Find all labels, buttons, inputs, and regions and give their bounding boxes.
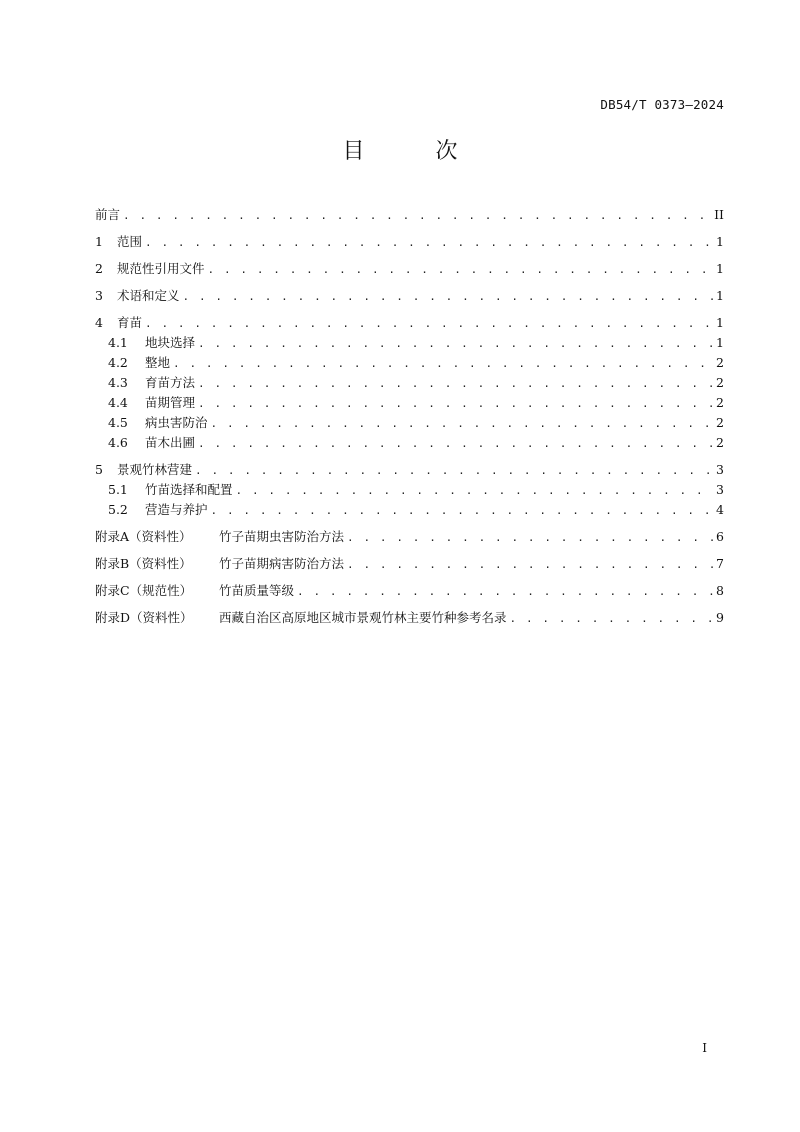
- toc-label: 竹苗质量等级: [219, 583, 295, 598]
- toc-label: 整地: [145, 355, 171, 370]
- toc-number: 4.4: [108, 395, 128, 410]
- toc-label: 营造与养护: [145, 502, 208, 517]
- toc-number: 附录A（资料性）: [95, 529, 192, 544]
- toc-entry-4-6[interactable]: [108, 433, 724, 453]
- toc-number: 5.1: [108, 482, 128, 497]
- toc-page: 3: [716, 482, 724, 497]
- toc-page: 2: [716, 375, 724, 390]
- footer-page-number: I: [702, 1041, 707, 1055]
- toc-entry-appendix-b[interactable]: [95, 554, 724, 574]
- toc-label: 苗期管理: [145, 395, 196, 410]
- toc-number: 4.1: [108, 335, 128, 350]
- toc-label: 竹子苗期虫害防治方法: [219, 529, 345, 544]
- toc-number: 附录D（资料性）: [95, 610, 193, 625]
- toc-page: 3: [716, 462, 724, 477]
- dot-leader: [173, 357, 713, 370]
- toc-page: 2: [716, 435, 724, 450]
- toc-label: 苗木出圃: [145, 435, 196, 450]
- toc-title: 目 次: [342, 139, 490, 164]
- toc-page: 4: [716, 502, 724, 517]
- toc-label: 前言: [95, 207, 121, 222]
- toc-label: 规范性引用文件: [117, 261, 205, 276]
- toc-page: 1: [716, 288, 724, 303]
- toc-entry-4-5[interactable]: [108, 413, 724, 433]
- toc-entry-4-4[interactable]: [108, 393, 724, 413]
- toc-page: 1: [716, 261, 724, 276]
- dot-leader: [198, 437, 713, 450]
- toc-label: 育苗方法: [145, 375, 196, 390]
- toc-label: 育苗: [117, 315, 143, 330]
- toc-entry-4-1[interactable]: [108, 333, 724, 353]
- toc-number: 附录B（资料性）: [95, 556, 192, 571]
- toc-label: 地块选择: [145, 335, 196, 350]
- toc-entry-terms[interactable]: [95, 286, 724, 306]
- toc-label: 竹子苗期病害防治方法: [219, 556, 345, 571]
- toc-page: 8: [716, 583, 724, 598]
- dot-leader: [145, 236, 713, 249]
- dot-leader: [198, 377, 713, 390]
- dot-leader: [198, 397, 713, 410]
- toc-label: 范围: [117, 234, 143, 249]
- toc-entry-landscape-bamboo[interactable]: [95, 460, 724, 480]
- dot-leader: [195, 464, 713, 477]
- toc-number: 2: [95, 261, 103, 276]
- toc-entry-5-2[interactable]: [108, 500, 724, 520]
- dot-leader: [211, 504, 714, 517]
- dot-leader: [297, 585, 713, 598]
- toc-label: 竹苗选择和配置: [145, 482, 233, 497]
- toc-number: 5.2: [108, 502, 128, 517]
- toc-entry-4-3[interactable]: [108, 373, 724, 393]
- toc-label: 术语和定义: [117, 288, 180, 303]
- dot-leader: [347, 531, 713, 544]
- toc-page: II: [714, 207, 724, 222]
- toc-label: 病虫害防治: [145, 415, 208, 430]
- toc-number: 4.6: [108, 435, 128, 450]
- dot-leader: [198, 337, 713, 350]
- toc-page: 6: [716, 529, 724, 544]
- toc-entry-seedling[interactable]: [95, 313, 724, 333]
- dot-leader: [183, 290, 714, 303]
- toc-number: 1: [95, 234, 103, 249]
- dot-leader: [236, 484, 714, 497]
- dot-leader: [145, 317, 713, 330]
- toc-page: 1: [716, 335, 724, 350]
- dot-leader: [208, 263, 714, 276]
- toc-entry-appendix-a[interactable]: [95, 527, 724, 547]
- toc-number: 4.3: [108, 375, 128, 390]
- dot-leader: [510, 612, 714, 625]
- toc-entry-appendix-c[interactable]: [95, 581, 724, 601]
- doc-code: DB54/T 0373—2024: [600, 97, 724, 112]
- toc-label: 西藏自治区高原地区城市景观竹林主要竹种参考名录: [219, 610, 507, 625]
- dot-leader: [211, 417, 714, 430]
- toc-page: 2: [716, 395, 724, 410]
- toc-entry-appendix-d[interactable]: [95, 608, 724, 628]
- dot-leader: [347, 558, 713, 571]
- toc-label: 景观竹林营建: [117, 462, 193, 477]
- toc-number: 4.2: [108, 355, 128, 370]
- toc-entry-4-2[interactable]: [108, 353, 724, 373]
- toc-number: 4.5: [108, 415, 128, 430]
- toc-page: 9: [716, 610, 724, 625]
- toc-page: 1: [716, 315, 724, 330]
- toc-page: 1: [716, 234, 724, 249]
- toc-number: 4: [95, 315, 103, 330]
- toc-page: 2: [716, 415, 724, 430]
- toc-number: 5: [95, 462, 103, 477]
- toc-entry-foreword[interactable]: [95, 205, 724, 225]
- dot-leader: [123, 209, 711, 222]
- toc-entry-normative-references[interactable]: [95, 259, 724, 279]
- toc-page: 2: [716, 355, 724, 370]
- toc-entry-scope[interactable]: [95, 232, 724, 252]
- toc-page: 7: [716, 556, 724, 571]
- toc-number: 附录C（规范性）: [95, 583, 193, 598]
- toc-entry-5-1[interactable]: [108, 480, 724, 500]
- toc-number: 3: [95, 288, 103, 303]
